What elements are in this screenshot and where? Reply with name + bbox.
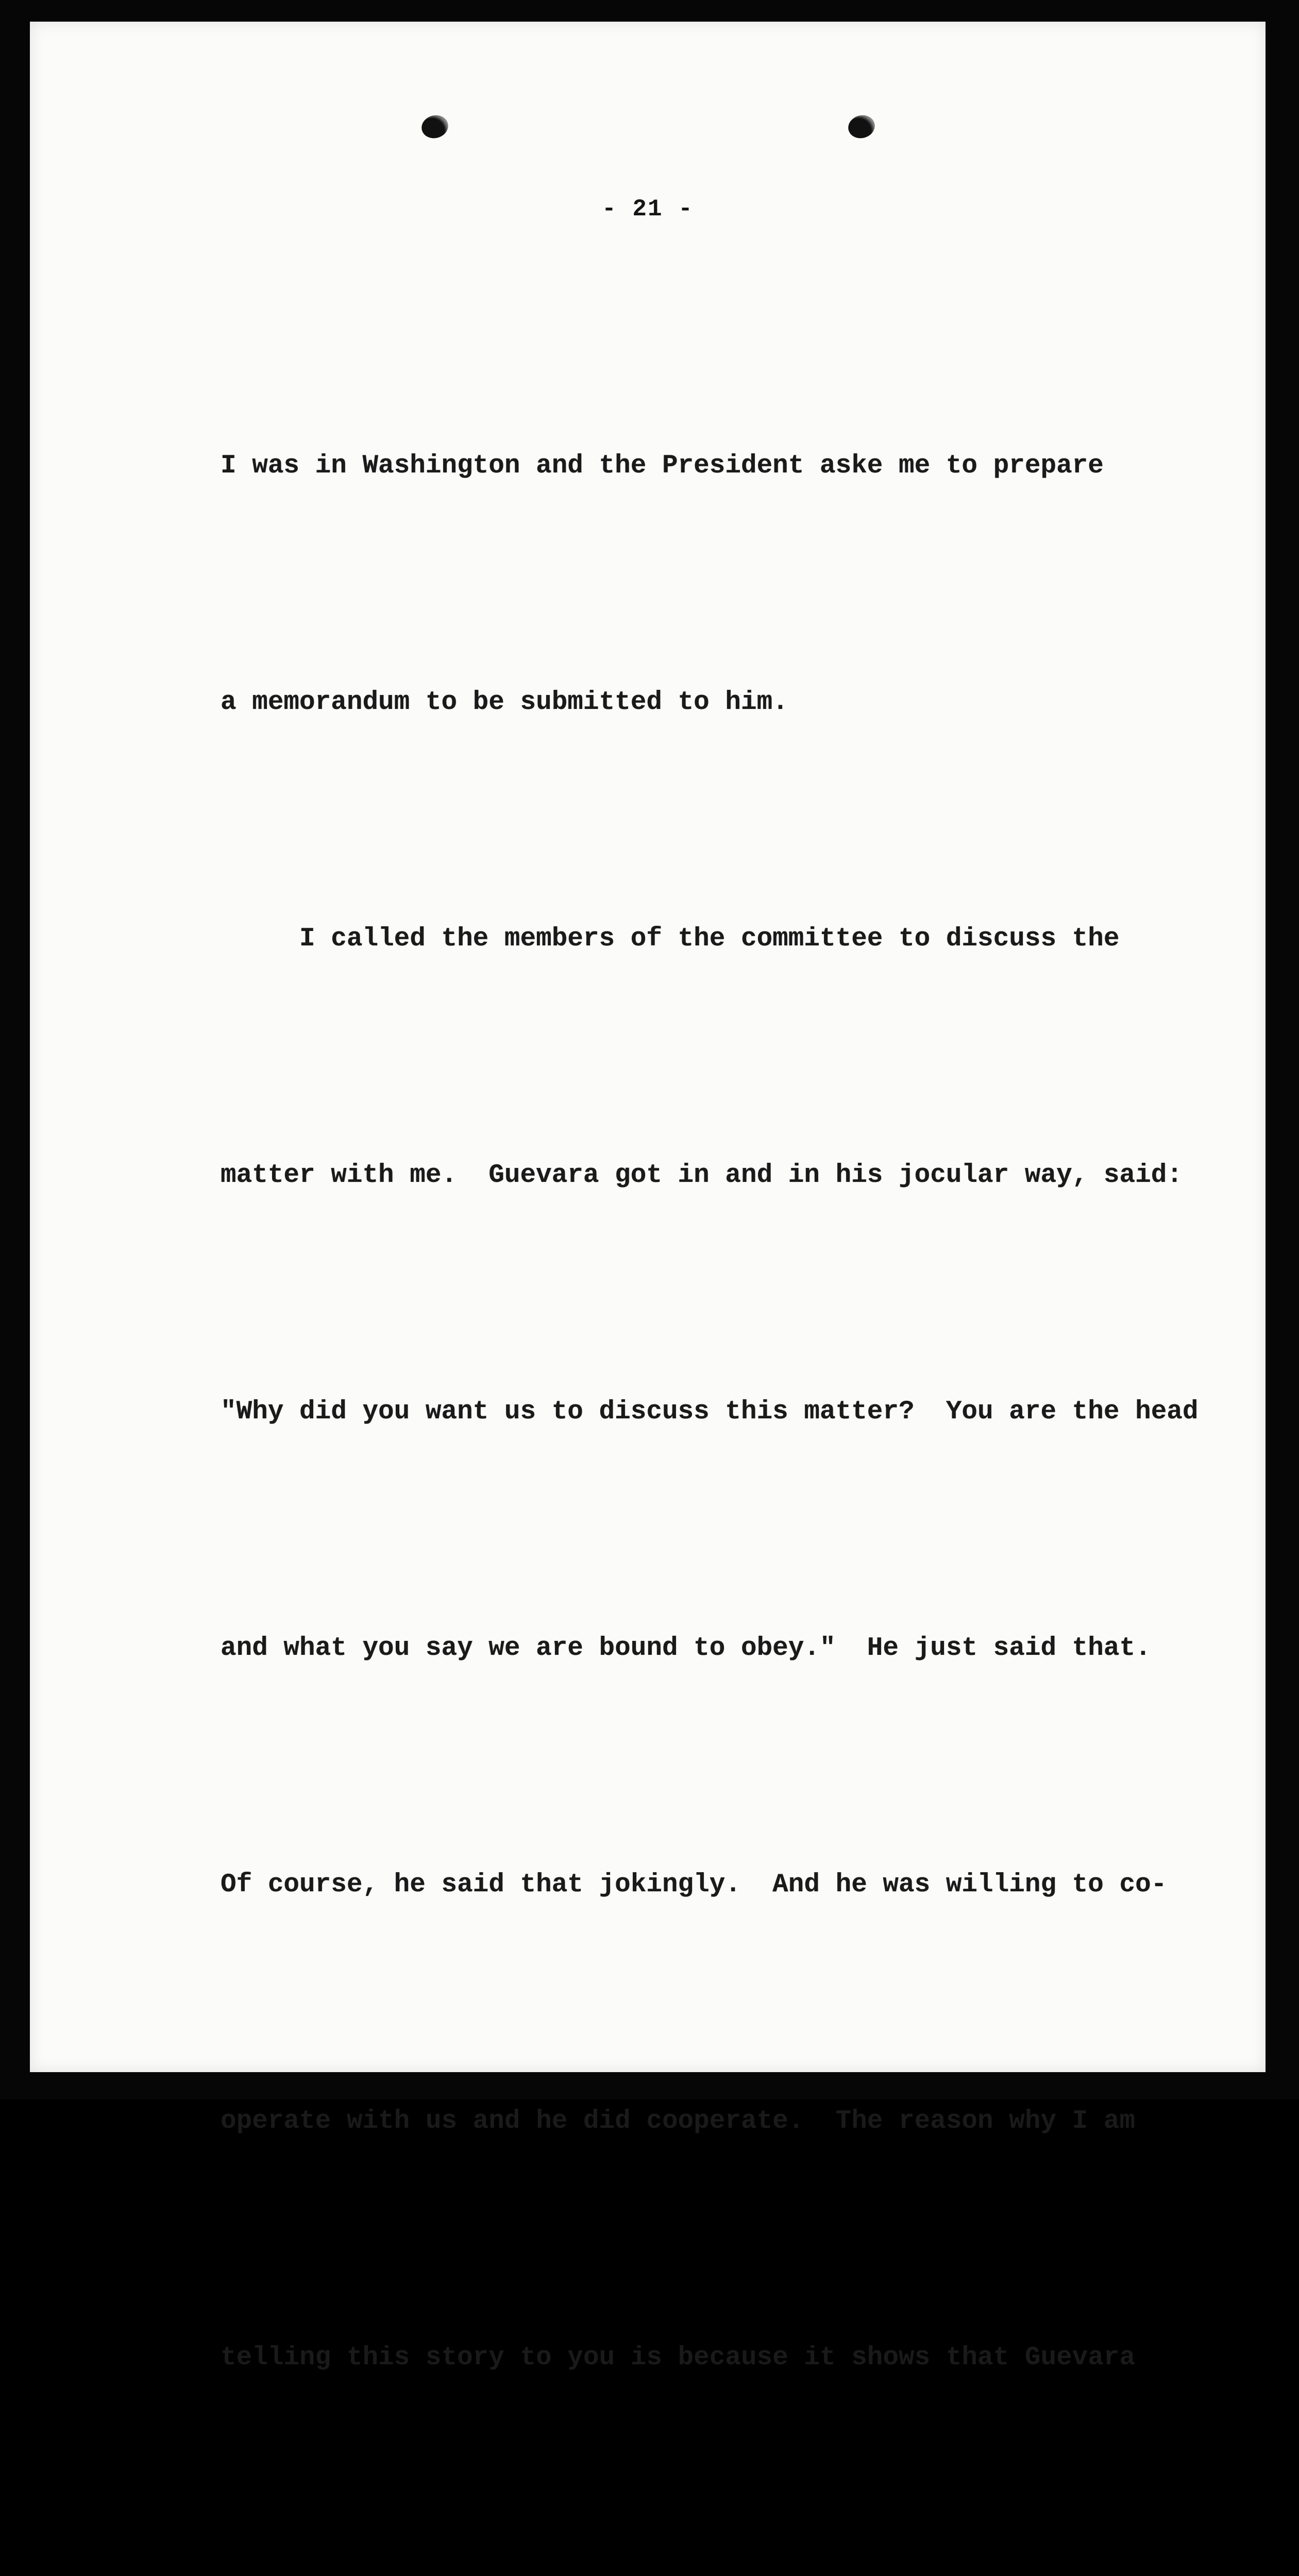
text-line: I was in Washington and the President aske me to prepare (221, 451, 1104, 481)
text-line: I called the members of the committee to discuss the (221, 924, 1120, 954)
body-text (221, 269, 1225, 2576)
text-line: a memorandum to be submitted to him. (221, 688, 788, 717)
punch-hole-left (419, 112, 451, 141)
punch-hole-right (846, 112, 878, 141)
text-line: and what you say we are bound to obey." He just said that. (221, 1634, 1151, 1663)
text-line: Of course, he said that jokingly. And he was willing to co- (221, 1870, 1167, 1900)
text-line: operate with us and he did cooperate. The reason why I am (221, 2107, 1136, 2136)
text-line (221, 2555, 1225, 2576)
text-line: telling this story to you is because it shows that Guevara (221, 2343, 1136, 2372)
text-line: "Why did you want us to discuss this matter? You are the head (221, 1397, 1199, 1427)
page-number: - 21 - (602, 196, 694, 223)
typewritten-page (30, 22, 1266, 2372)
text-line: matter with me. Guevara got in and in his jocular way, said: (221, 1161, 1183, 1190)
